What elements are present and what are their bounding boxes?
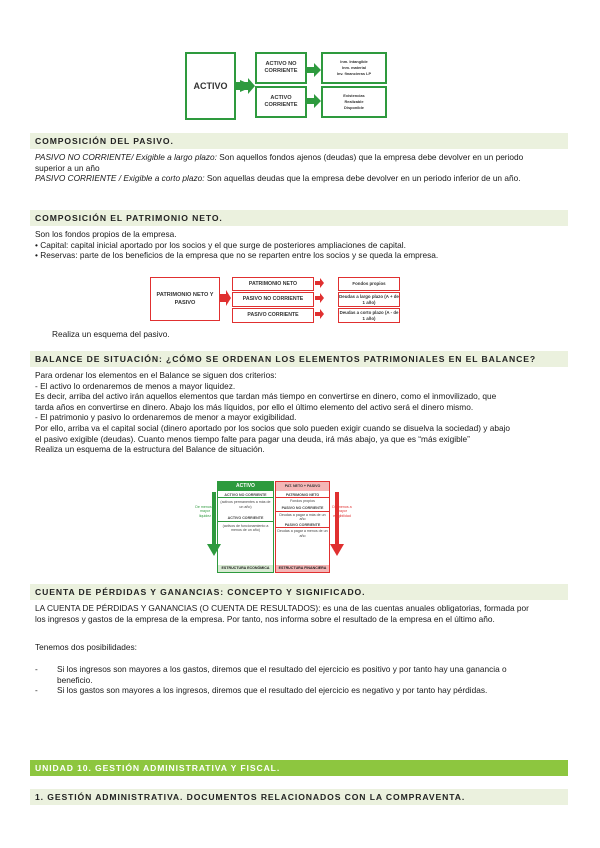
balance-left-row-0: ACTIVO NO CORRIENTE (218, 493, 273, 498)
patrimonio-text (35, 229, 570, 261)
balance-right-arrow-label: De menos a mayor exigibilidad (332, 505, 352, 518)
unidad-heading: UNIDAD 10. GESTIÓN ADMINISTRATIVA Y FISCAL. (30, 760, 568, 776)
balance-l3: Es decir, arriba del activo irán aquellos elementos que tardan más tiempo en convertirse en dinero, como el inmovilizado, que (35, 391, 497, 402)
patrimonio-reservas: • Reservas: parte de los beneficios de la empresa que no se reparten entre los socios y se queda la empresa. (35, 250, 439, 261)
corriente-items-box (321, 86, 387, 118)
pasivo-heading: COMPOSICIÓN DEL PASIVO. (30, 133, 568, 149)
pasivo-corriente-text: Son aquellas deudas que la empresa debe devolver en un periodo inferior de un año. (204, 173, 521, 184)
perdidas-posibilidades: Tenemos dos posibilidades: (35, 642, 137, 652)
balance-right-row-4: PASIVO CORRIENTE (276, 523, 329, 528)
item-inv-financieras: Inv. financieras LP (336, 71, 372, 76)
perdidas-text (35, 603, 570, 624)
pasivo-esquema-caption: Realiza un esquema del pasivo. (52, 329, 170, 339)
balance-left-footer: ESTRUCTURA ECONÓMICA (218, 565, 273, 572)
unidad-subheading: 1. GESTIÓN ADMINISTRATIVA. DOCUMENTOS RELACIONADOS CON LA COMPRAVENTA. (30, 789, 568, 805)
balance-right-row-2: PASIVO NO CORRIENTE (276, 506, 329, 511)
balance-left-arrow-label: De menos a mayor liquidez (195, 505, 215, 518)
balance-l2: - El activo lo ordenaremos de menos a mayor liquidez. (35, 380, 236, 391)
balance-l4: tarda años en convertirse en dinero. Abajo los más líquidos, por ello el último elemento del activo será el dinero mismo. (35, 401, 474, 412)
item-existencias: Existencias (343, 93, 365, 98)
item-realizable: Realizable (344, 99, 364, 104)
pnp-pasivo-corriente-box: PASIVO CORRIENTE (232, 308, 314, 323)
balance-l5: - El patrimonio y pasivo lo ordenaremos de menor a mayor exigibilidad. (35, 412, 297, 423)
pnp-deudas-corto-box: Deudas a corto plazo (A - de 1 año) (338, 308, 400, 323)
balance-left-row-3: (activos de funcionamiento a menos de un año) (222, 523, 269, 533)
patrimonio-intro: Son los fondos propios de la empresa. (35, 229, 177, 239)
balance-left-column (217, 481, 274, 573)
pasivo-text (35, 152, 570, 184)
activo-root-box: ACTIVO (185, 52, 236, 120)
no-corriente-items-box (321, 52, 387, 84)
balance-right-row-1: Fondos propios (290, 499, 315, 504)
pnp-deudas-largo-box: Deudas a largo plazo (A + de 1 año) (338, 292, 400, 307)
item-disponible: Disponible (344, 105, 364, 110)
pnp-pasivo-no-corriente-box: PASIVO NO CORRIENTE (232, 292, 314, 307)
balance-left-row-2: ACTIVO CORRIENTE (218, 516, 273, 521)
balance-right-row-0: PATRIMONIO NETO (276, 493, 329, 498)
perdidas-bullets: - Si los ingresos son mayores a los gastos, diremos que el resultado del ejercicio es positivo y por tanto hay una ganancia o beneficio. - Si los gastos son mayores a los ingresos, diremos que el resultado del ejercicio es negativo y por tanto hay pérdidas. (35, 664, 507, 696)
balance-l8: Realiza un esquema de la estructura del Balance de situación. (35, 444, 265, 455)
activo-no-corriente-box: ACTIVO NO CORRIENTE (255, 52, 307, 84)
perdidas-b2: Si los gastos son mayores a los ingresos, diremos que el resultado del ejercicio es negativo y por tanto hay pérdidas. (57, 685, 488, 696)
balance-right-title: PAT. NETO + PASIVO (276, 482, 329, 491)
activo-corriente-box: ACTIVO CORRIENTE (255, 86, 307, 118)
perdidas-heading: CUENTA DE PÉRDIDAS Y GANANCIAS: CONCEPTO Y SIGNIFICADO. (30, 584, 568, 600)
balance-l6: Por ello, arriba va el capital social (dinero aportado por los socios que solo pueden exigir cuando se disuelva la sociedad) y abajo (35, 422, 511, 433)
pasivo-corriente-label: PASIVO CORRIENTE / Exigible a corto plazo: (35, 173, 205, 184)
pnp-root-box: PATRIMONIO NETO Y PASIVO (150, 277, 220, 321)
balance-text (35, 370, 570, 455)
pnp-fondos-propios-box: Fondos propios (338, 277, 400, 291)
item-inm-material: Inm. material (341, 65, 366, 70)
perdidas-l1: LA CUENTA DE PÉRDIDAS Y GANANCIAS (O CUENTA DE RESULTADOS): es una de las cuentas anuales obligatorias, formada por (35, 603, 529, 613)
balance-right-row-5: Deudas a pagar a menos de un año (277, 529, 328, 538)
balance-right-column (275, 481, 330, 573)
balance-left-row-1: (activos permanentes a más de un año) (220, 500, 271, 509)
pasivo-no-corriente-text: Son aquellos fondos ajenos (deudas) que la empresa debe devolver en un periodo (216, 152, 524, 162)
balance-right-footer: ESTRUCTURA FINANCIERA (276, 565, 329, 572)
balance-left-title: ACTIVO (218, 482, 273, 491)
balance-l7: el pasivo exigible (deudas). Cuanto menos tiempo falte para pagar una deuda, irá más abajo, ya que es “más exigible” (35, 433, 470, 444)
balance-l1: Para ordenar los elementos en el Balance se siguen dos criterios: (35, 370, 277, 380)
patrimonio-heading: COMPOSICIÓN EL PATRIMONIO NETO. (30, 210, 568, 226)
pasivo-no-corriente-label: PASIVO NO CORRIENTE/ Exigible a largo plazo: (35, 152, 217, 162)
perdidas-b1b: beneficio. (57, 674, 93, 685)
item-inm-intangible: Inm. Intangible (340, 59, 368, 64)
perdidas-b1a: Si los ingresos son mayores a los gastos, diremos que el resultado del ejercicio es positivo y por tanto hay una ganancia o (57, 664, 507, 674)
balance-heading: BALANCE DE SITUACIÓN: ¿CÓMO SE ORDENAN LOS ELEMENTOS PATRIMONIALES EN EL BALANCE? (30, 351, 568, 367)
balance-right-row-3: Deudas a pagar a más de un año (279, 512, 326, 522)
perdidas-l2: los ingresos y gastos de la empresa de la empresa. Por tanto, nos informa sobre el resultado de la empresa en el último año. (35, 613, 495, 624)
pasivo-no-corriente-text2: superior a un año (35, 162, 100, 173)
pnp-patrimonio-neto-box: PATRIMONIO NETO (232, 277, 314, 291)
patrimonio-capital: • Capital: capital inicial aportado por los socios y el que surge de posteriores ampliaciones de capital. (35, 239, 406, 250)
